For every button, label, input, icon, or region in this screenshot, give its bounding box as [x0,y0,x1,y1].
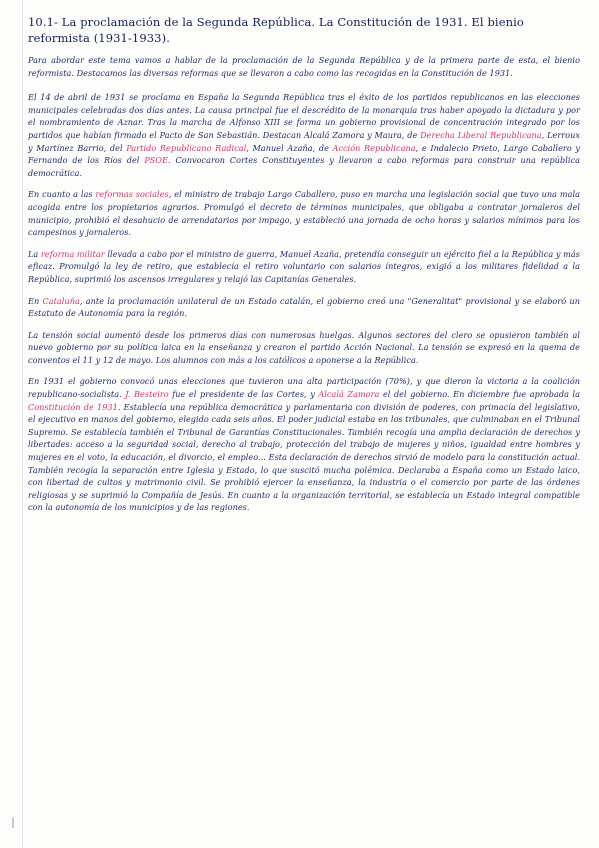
highlighted-term: Alcalá Zamora [318,389,380,400]
paragraph-text: . Convocaron Cortes Constituyentes y llevaron a cabo reformas para construir una república democrática. [28,155,581,178]
highlighted-term: Acción Republicana [332,142,416,153]
page-title: 10.1- La proclamación de la Segunda República. La Constitución de 1931. El bienio reformista (1931-1933). [28,15,524,45]
paragraph-text: La tensión social aumentó desde los primeros días con numerosas huelgas. Algunos sectores del clero se opusieron también al nuevo gobierno por su política laica en la enseñanza y crearon el partido Acción Nacional. La tensión se expresó en la quema de conventos el 11 y 12 de mayo. Los alumnos con más a los católicos a oponerse a la República. [28,329,580,365]
paragraph-text: fue el presidente de las Cortes, y [168,389,319,400]
paragraph-text: La [28,248,41,259]
paragraph-text: . Establecía una república democrática y parlamentaria con división de poderes, con primacía del legislativo, el ejecutivo en manos del gobierno, elegido cada seis años. El poder judicial estaba en los tribunales, que culminaban en el Tribunal Supremo. Se establecía también el Tribunal de Garantías Constitucionales. También recogía una amplia declaración de derechos y libertades: acceso a la seguridad social, derecho al trabajo, protección del trabajo de mujeres y niños, igualdad entre hombres y mujeres en el voto, la educación, el divorcio, el empleo... Esta declaración de derechos sirvió de modelo para la constitución actual. También recogía la separación entre Iglesia y Estado, lo que suscitó mucha polémica. Declaraba a España como un Estado laico, con libertad de cultos y matrimonio civil. Se prohibió ejercer la enseñanza, la industria o el comercio por parte de las órdenes religiosas y se suprimió la Compañía de Jesús. En cuanto a la organización territorial, se establecía un Estado integral compatible con la autonomía de los municipios y de las regiones. [28,401,580,513]
paragraph-text: En [28,295,43,306]
paragraph-text: , ante la proclamación unilateral de un Estado catalán, el gobierno creó una "Generalitat" provisional y se elaboró un Estatuto de Autonomía para la región. [28,295,580,319]
paragraph-list [28,54,580,514]
paragraph [28,91,580,179]
paragraph [28,375,580,514]
paragraph [28,54,580,79]
highlighted-term: J. Besteiro [125,389,169,400]
paragraph-text: llevada a cabo por el ministro de guerra, Manuel Azaña, pretendía conseguir un ejército fiel a la República y más eficaz. Promulgó la ley de retiro, que establecía el retiro voluntario con salarios íntegros, exigió a los militares fidelidad a la República, suprimió los ascensos irregulares y relajó las Capitanías Generales. [28,248,580,284]
highlighted-term: PSOE [144,155,169,166]
paragraph-text: En 1931 el gobierno convocó unas elecciones que tuvieron una alta participación (70%), y que dieron la victoria a la coalición republicano-socialista. [28,376,580,400]
paragraph [28,248,580,286]
highlighted-term: Cataluña [42,295,80,306]
highlighted-term: Derecha Liberal Republicana [420,129,542,140]
highlighted-term: Partido Republicano Radical [126,142,247,153]
paragraph-text: En cuanto a las [28,189,96,200]
paragraph [28,188,580,238]
paragraph-text: el del gobierno. En diciembre fue aprobada la [379,389,580,400]
handwritten-content [28,14,580,523]
paragraph-text: Para abordar este tema vamos a hablar de la proclamación de la Segunda República y de la primera parte de esta, el bienio reformista. Destacamos las diversas reformas que se llevaron a cabo como las recogidas en la Constitución de 1931. [28,55,580,78]
highlighted-term: reformas sociales [95,189,169,200]
paragraph-text: , el ministro de trabajo Largo Caballero, puso en marcha una legislación social que tuvo una mala acogida entre los propietarios agrarios. Promulgó el decreto de términos municipales, que obligaba a contratar jornaleros del municipio, prohibió el desahucio de arrendatarios por impago, y estableció una jornada de ocho horas y salarios mínimos para los campesinos y jornaleros. [28,189,580,238]
margin-line [22,0,23,848]
paragraph [28,329,580,367]
paragraph-text: , e Indalecio Prieto, Largo Caballero y Fernando de los Ríos del [28,142,580,166]
highlighted-term: reforma militar [40,248,105,259]
highlighted-term: Constitución de 1931 [28,401,118,412]
paragraph-text: El 14 de abril de 1931 se proclama en España la Segunda República tras el éxito de los partidos republicanos en las elecciones municipales celebradas dos días antes. La causa principal fue el descrédito de la monarquía tras haber apoyado la dictadura y por el nombramiento de Aznar. Tras la marcha de Alfonso XIII se forma un gobierno provisional de concentración integrado por los partidos que habían firmado el Pacto de San Sebastián. Destacan Alcalá Zamora y Maura, de [28,92,580,140]
paragraph [28,295,580,320]
paragraph-text: , Lerroux y Martínez Barrio, del [28,129,580,153]
page-edge-mark [12,818,14,828]
paragraph-text: , Manuel Azaña, de [246,142,333,153]
